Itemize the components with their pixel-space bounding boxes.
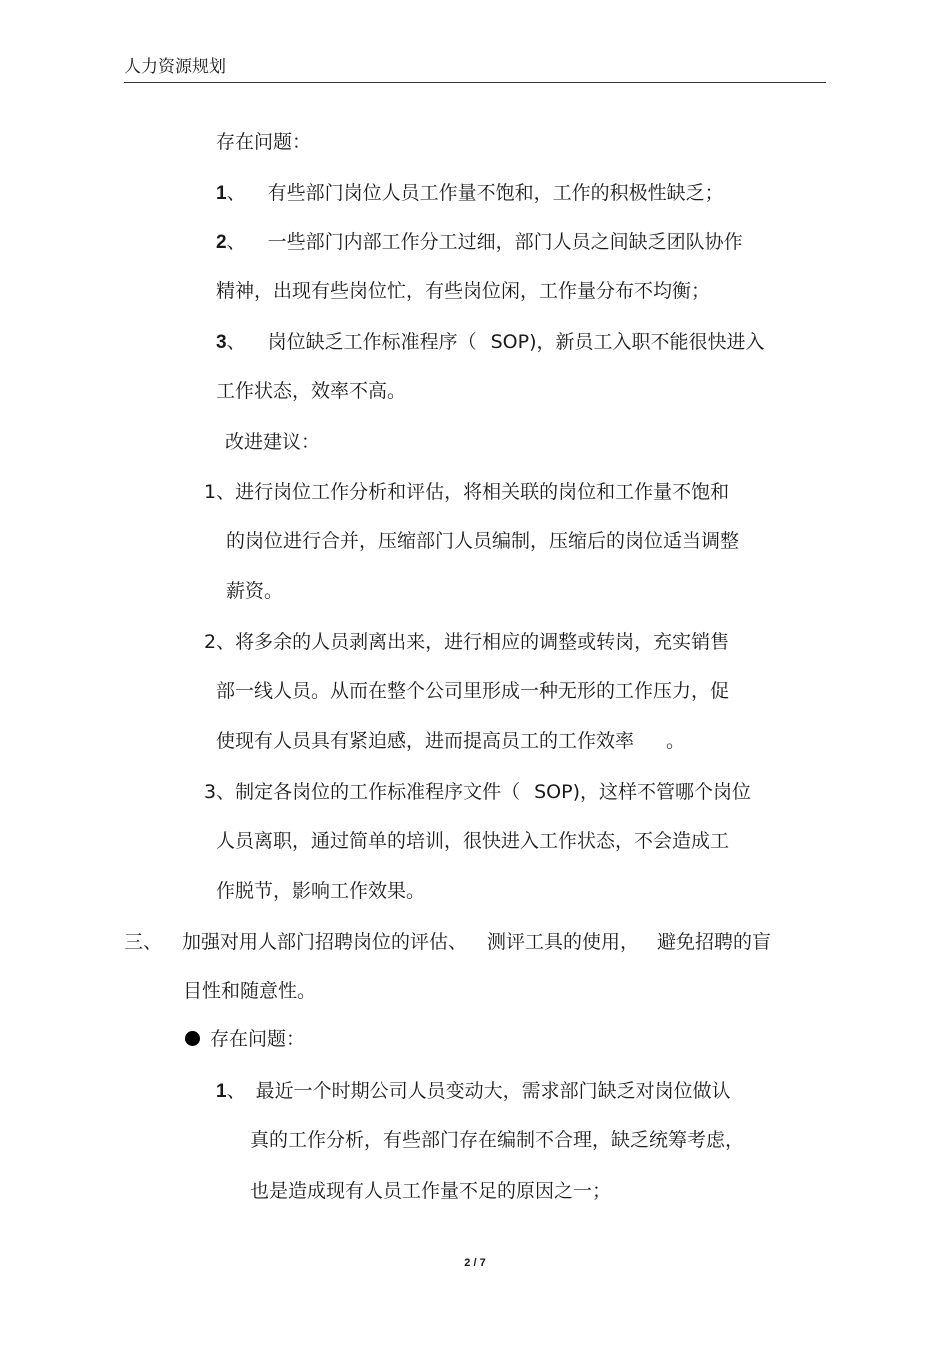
- item-separator: 、: [226, 182, 246, 204]
- line-text: 使现有人员具有紧迫感，进而提高员工的工作效率: [216, 730, 635, 752]
- section-number: 三、: [124, 931, 163, 953]
- item-text: 有些部门岗位人员工作量不饱和，工作的积极性缺乏；: [267, 182, 724, 204]
- paragraph-line: 目性和随意性。: [183, 980, 317, 1002]
- paragraph-line: 人员离职，通过简单的培训，很快进入工作状态，不会造成工: [216, 830, 730, 852]
- bullet-dot-icon: [185, 1031, 200, 1046]
- paragraph-line: 也是造成现有人员工作量不足的原因之一；: [250, 1180, 612, 1202]
- item-separator: 、: [226, 1080, 246, 1102]
- item-number: 1: [216, 1081, 227, 1102]
- list-item-suggestion-1: 1、进行岗位工作分析和评估，将相关联的岗位和工作量不饱和: [204, 481, 730, 503]
- section-text: 测评工具的使用，: [487, 931, 640, 953]
- item-text: 最近一个时期公司人员变动大，需求部门缺乏对岗位做认: [255, 1080, 731, 1102]
- item-separator: 、: [226, 231, 246, 253]
- item-number: 3: [216, 332, 227, 353]
- subheading-problems: 存在问题：: [216, 131, 312, 153]
- item-number: 2: [216, 232, 227, 253]
- list-item-problem-1: [216, 181, 724, 206]
- item-text: 一些部门内部工作分工过细，部门人员之间缺乏团队协作: [267, 231, 743, 253]
- paragraph-line: 的岗位进行合并，压缩部门人员编制，压缩后的岗位适当调整: [226, 530, 740, 552]
- item-separator: 、: [226, 331, 246, 353]
- page-number: 2 / 7: [464, 1257, 486, 1269]
- header-divider: [124, 82, 826, 83]
- bullet-text: 存在问题：: [210, 1028, 306, 1050]
- paragraph-line: 作脱节，影响工作效果。: [216, 880, 426, 902]
- list-item-problem-2: [216, 230, 743, 255]
- section-heading-3: [124, 930, 771, 954]
- subheading-suggestions: 改进建议：: [225, 431, 321, 453]
- paragraph-line: 薪资。: [226, 580, 284, 602]
- header-title: 人力资源规划: [124, 57, 226, 77]
- paragraph-line: 精神，出现有些岗位忙，有些岗位闲，工作量分布不均衡；: [216, 280, 711, 302]
- section-text: 避免招聘的盲: [657, 931, 772, 953]
- list-item-suggestion-2: 2、将多余的人员剥离出来，进行相应的调整或转岗，充实销售: [204, 631, 730, 653]
- section-text: 加强对用人部门招聘岗位的评估、: [182, 931, 468, 953]
- item-text: 岗位缺乏工作标准程序（: [267, 331, 477, 353]
- item-text: SOP)，新员工入职不能很快进入: [490, 331, 765, 353]
- line-text: 3、制定各岗位的工作标准程序文件（: [204, 781, 521, 803]
- list-item-problem-3: [216, 330, 765, 355]
- item-number: 1: [216, 183, 227, 204]
- paragraph-line: 部一线人员。从而在整个公司里形成一种无形的工作压力，促: [216, 680, 730, 702]
- bullet-item-problems: [185, 1027, 305, 1051]
- paragraph-line: 真的工作分析，有些部门存在编制不合理，缺乏统筹考虑，: [250, 1129, 745, 1151]
- line-text: 。: [666, 730, 686, 752]
- paragraph-line: 工作状态，效率不高。: [216, 380, 407, 402]
- list-item-suggestion-3: [204, 780, 751, 804]
- paragraph-line: [216, 729, 685, 753]
- line-text: SOP)，这样不管哪个岗位: [534, 781, 751, 803]
- list-item-problem-1: [216, 1079, 731, 1104]
